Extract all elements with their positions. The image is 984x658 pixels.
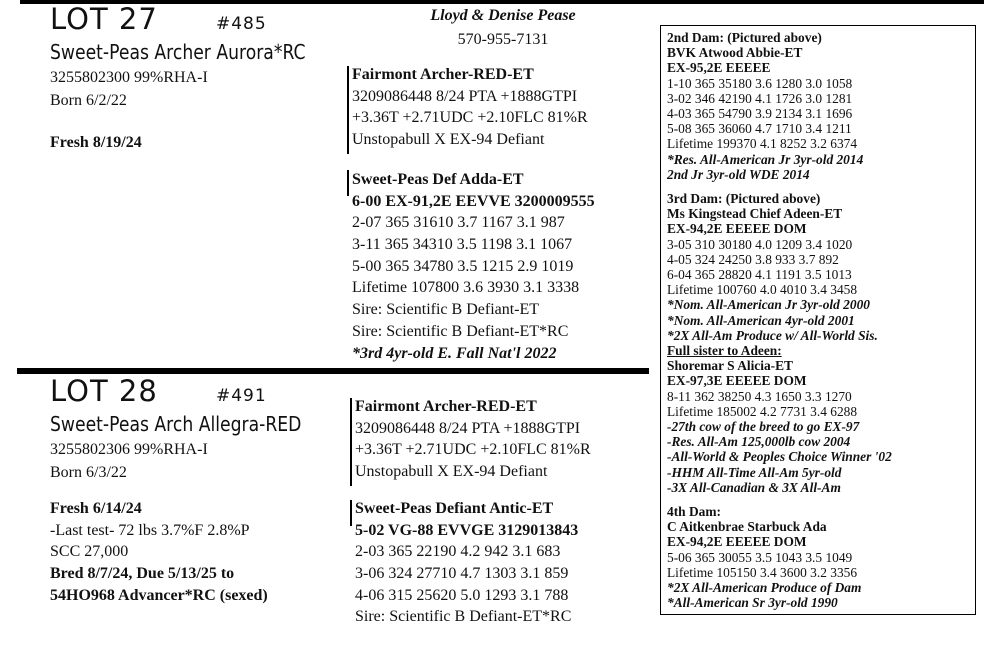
lot27-dam-record: 5-00 365 34780 3.5 1215 2.9 1019: [352, 257, 574, 275]
lot27-dam-block: [352, 169, 595, 364]
lot27-dam-award: *3rd 4yr-old E. Fall Nat'l 2022: [352, 344, 557, 362]
lot28-dam-bracket: [350, 500, 352, 526]
lot28-notes: [50, 498, 268, 606]
lot28-last-test: -Last test- 72 lbs 3.7%F 2.8%P: [50, 521, 250, 539]
full-sister-heading: Full sister to Adeen:: [667, 343, 782, 358]
lot27-fresh: Fresh 8/19/24: [50, 134, 142, 151]
second-dam-lifetime: Lifetime 199370 4.1 8252 3.2 6374: [667, 136, 858, 152]
third-dam-award: *Nom. All-American 4yr-old 2001: [667, 312, 855, 328]
fourth-dam-section: [667, 504, 861, 610]
third-dam-record: 3-05 310 30180 4.0 1209 3.4 1020: [667, 236, 853, 252]
lot27-dam-record: 2-07 365 31610 3.7 1167 3.1 987: [352, 214, 565, 232]
lot27-born: Born 6/2/22: [50, 92, 127, 109]
third-dam-section: [667, 191, 878, 343]
lot28-dam-sire: Sire: Scientific B Defiant-ET*RC: [355, 608, 572, 626]
second-dam-record: 4-03 365 54790 3.9 2134 3.1 1696: [667, 105, 853, 121]
fourth-dam-name: C Aitkenbrae Starbuck Ada: [667, 519, 827, 535]
third-dam-heading: 3rd Dam: (Pictured above): [667, 191, 821, 206]
lot28-dam-class: 5-02 VG-88 EVVGE 3129013843: [355, 521, 579, 539]
fourth-dam-award: *All-American Sr 3yr-old 1990: [667, 595, 838, 611]
second-dam-record: 3-02 346 42190 4.1 1726 3.0 1281: [667, 90, 853, 106]
lot28-dam-record: 3-06 324 27710 4.7 1303 3.1 859: [355, 565, 569, 583]
full-sister-award: -Res. All-Am 125,000lb cow 2004: [667, 434, 851, 450]
lot27-sire-bracket: [347, 66, 349, 154]
lot27-sire-line: +3.36T +2.71UDC +2.10FLC 81%R: [352, 109, 588, 127]
lot28-sire-line: Unstopabull X EX-94 Defiant: [355, 463, 548, 481]
lot28-tag: #491: [216, 386, 267, 406]
lot28-sire-block: [355, 396, 591, 483]
lot28-fresh: Fresh 6/14/24: [50, 500, 142, 517]
lot27-sire-name: Fairmont Archer-RED-ET: [352, 66, 534, 83]
lot27-dam-bracket: [347, 170, 349, 196]
lot27-sire-line: 3209086448 8/24 PTA +1888GTPI: [352, 87, 578, 105]
lot28-label: LOT 28: [50, 374, 158, 408]
top-divider: [20, 0, 984, 4]
second-dam-award: *Res. All-American Jr 3yr-old 2014: [667, 151, 864, 167]
fourth-dam-lifetime: Lifetime 105150 3.4 3600 3.2 3356: [667, 564, 858, 580]
full-sister-award: -27th cow of the breed to go EX-97: [667, 418, 860, 434]
lot27-dam-class: 6-00 EX-91,2E EEVVE 3200009555: [352, 192, 595, 210]
lot28-born: Born 6/3/22: [50, 464, 127, 481]
fourth-dam-heading: 4th Dam:: [667, 504, 721, 519]
lot28-dam-record: 4-06 315 25620 5.0 1293 3.1 788: [355, 586, 569, 604]
third-dam-award: *2X All-Am Produce w/ All-World Sis.: [667, 327, 878, 343]
lot28-sire-bracket: [350, 398, 352, 486]
pedigree-box: [660, 25, 976, 615]
lot27-dam-sire: Sire: Scientific B Defiant-ET: [352, 301, 540, 319]
breeder-name: Lloyd & Denise Pease: [430, 7, 576, 24]
lot28-bred-sire: 54HO968 Advancer*RC (sexed): [50, 586, 268, 604]
third-dam-name: Ms Kingstead Chief Adeen-ET: [667, 206, 843, 222]
lot27-name: Sweet-Peas Archer Aurora*RC: [50, 40, 306, 64]
lot28-dam-block: [355, 498, 578, 628]
lot27-dam-record: 3-11 365 34310 3.5 1198 3.1 1067: [352, 236, 573, 254]
lot28-dam-record: 2-03 365 22190 4.2 942 3.1 683: [355, 543, 561, 561]
lot27-reg: 3255802300 99%RHA-I: [50, 69, 208, 86]
lot27-tag: #485: [216, 14, 267, 34]
third-dam-record: 4-05 324 24250 3.8 933 3.7 892: [667, 251, 839, 267]
lot27-label: LOT 27: [50, 2, 158, 36]
full-sister-section: [667, 343, 892, 495]
breeder-phone: 570-955-7131: [457, 31, 549, 48]
second-dam-heading: 2nd Dam: (Pictured above): [667, 30, 822, 45]
lot28-sire-line: 3209086448 8/24 PTA +1888GTPI: [355, 419, 581, 437]
second-dam-award: 2nd Jr 3yr-old WDE 2014: [667, 166, 810, 182]
lot28-sire-name: Fairmont Archer-RED-ET: [355, 398, 537, 415]
lot28-scc: SCC 27,000: [50, 543, 129, 561]
lot28-dam-name: Sweet-Peas Defiant Antic-ET: [355, 500, 554, 517]
full-sister-award: -3X All-Canadian & 3X All-Am: [667, 479, 841, 495]
fourth-dam-class: EX-94,2E EEEEE DOM: [667, 534, 807, 550]
third-dam-lifetime: Lifetime 100760 4.0 4010 3.4 3458: [667, 282, 858, 298]
second-dam-class: EX-95,2E EEEEE: [667, 60, 771, 76]
second-dam-record: 1-10 365 35180 3.6 1280 3.0 1058: [667, 75, 853, 91]
lot28-bred: Bred 8/7/24, Due 5/13/25 to: [50, 565, 235, 583]
lot27-dam-sire: Sire: Scientific B Defiant-ET*RC: [352, 322, 569, 340]
lot28-reg: 3255802306 99%RHA-I: [50, 441, 208, 458]
lot27-sire-line: Unstopabull X EX-94 Defiant: [352, 131, 545, 149]
full-sister-record: 8-11 362 38250 4.3 1650 3.3 1270: [667, 388, 852, 404]
full-sister-name: Shoremar S Alicia-ET: [667, 358, 793, 374]
lot27-dam-lifetime: Lifetime 107800 3.6 3930 3.1 3338: [352, 279, 580, 297]
full-sister-award: -All-World & Peoples Choice Winner '02: [667, 449, 892, 465]
second-dam-section: [667, 30, 863, 182]
second-dam-record: 5-08 365 36060 4.7 1710 3.4 1211: [667, 121, 852, 137]
full-sister-class: EX-97,3E EEEEE DOM: [667, 373, 807, 389]
third-dam-record: 6-04 365 28820 4.1 1191 3.5 1013: [667, 266, 852, 282]
fourth-dam-award: *2X All-American Produce of Dam: [667, 579, 862, 595]
second-dam-name: BVK Atwood Abbie-ET: [667, 45, 803, 61]
lot28-name: Sweet-Peas Arch Allegra-RED: [50, 412, 302, 436]
third-dam-class: EX-94,2E EEEEE DOM: [667, 221, 807, 237]
lot27-dam-name: Sweet-Peas Def Adda-ET: [352, 171, 524, 188]
fourth-dam-record: 5-06 365 30055 3.5 1043 3.5 1049: [667, 549, 853, 565]
lot27-sire-block: [352, 64, 588, 151]
full-sister-lifetime: Lifetime 185002 4.2 7731 3.4 6288: [667, 403, 858, 419]
lot28-sire-line: +3.36T +2.71UDC +2.10FLC 81%R: [355, 441, 591, 459]
full-sister-award: -HHM All-Time All-Am 5yr-old: [667, 464, 842, 480]
third-dam-award: *Nom. All-American Jr 3yr-old 2000: [667, 297, 870, 313]
